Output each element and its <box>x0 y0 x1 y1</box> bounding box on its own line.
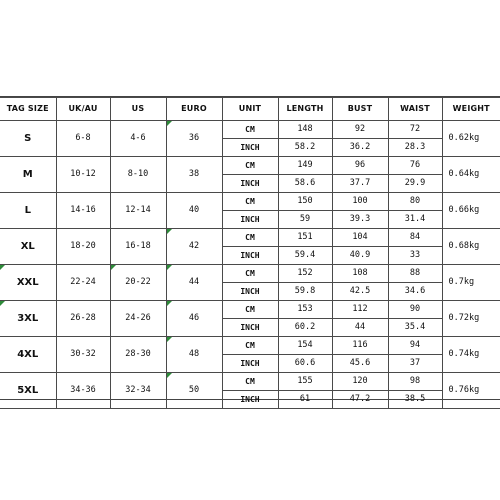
uk-au-cell: 26-28 <box>56 301 110 337</box>
weight-cell: 0.74kg <box>442 337 500 373</box>
us-cell: 20-22 <box>110 265 166 301</box>
euro-cell: 44 <box>166 265 222 301</box>
unit-inch-cell: INCH <box>222 175 278 193</box>
weight-cell: 0.68kg <box>442 229 500 265</box>
length-cm-cell: 154 <box>278 337 332 355</box>
length-inch-cell: 58.6 <box>278 175 332 193</box>
header-weight: WEIGHT <box>442 98 500 121</box>
bust-inch-cell: 42.5 <box>332 283 388 301</box>
tag-size-cell: M <box>0 157 56 193</box>
bust-cm-cell: 100 <box>332 193 388 211</box>
length-inch-cell: 59.8 <box>278 283 332 301</box>
waist-inch-cell: 35.4 <box>388 319 442 337</box>
us-cell: 8-10 <box>110 157 166 193</box>
waist-inch-cell: 33 <box>388 247 442 265</box>
tag-size-cell: 4XL <box>0 337 56 373</box>
uk-au-cell: 30-32 <box>56 337 110 373</box>
length-inch-cell: 58.2 <box>278 139 332 157</box>
us-cell: 16-18 <box>110 229 166 265</box>
corner-mark-decoration <box>167 265 172 270</box>
header-bust: BUST <box>332 98 388 121</box>
header-us: US <box>110 98 166 121</box>
waist-cm-cell: 72 <box>388 121 442 139</box>
unit-cm-cell: CM <box>222 121 278 139</box>
size-table-body <box>0 121 500 409</box>
header-row <box>0 98 500 121</box>
bust-inch-cell: 47.2 <box>332 391 388 409</box>
unit-inch-cell: INCH <box>222 391 278 409</box>
us-cell: 24-26 <box>110 301 166 337</box>
bust-cm-cell: 96 <box>332 157 388 175</box>
bust-cm-cell: 92 <box>332 121 388 139</box>
waist-inch-cell: 34.6 <box>388 283 442 301</box>
table-row-cm <box>0 121 500 139</box>
waist-inch-cell: 29.9 <box>388 175 442 193</box>
unit-inch-cell: INCH <box>222 283 278 301</box>
weight-cell: 0.72kg <box>442 301 500 337</box>
bust-cm-cell: 112 <box>332 301 388 319</box>
tag-size-cell: XL <box>0 229 56 265</box>
weight-cell: 0.66kg <box>442 193 500 229</box>
length-inch-cell: 60.2 <box>278 319 332 337</box>
corner-mark-decoration <box>111 265 116 270</box>
length-cm-cell: 152 <box>278 265 332 283</box>
unit-cm-cell: CM <box>222 265 278 283</box>
table-row-cm <box>0 265 500 283</box>
header-unit: UNIT <box>222 98 278 121</box>
corner-mark-decoration <box>0 265 5 270</box>
waist-inch-cell: 31.4 <box>388 211 442 229</box>
bust-inch-cell: 37.7 <box>332 175 388 193</box>
length-cm-cell: 150 <box>278 193 332 211</box>
tag-size-cell: L <box>0 193 56 229</box>
length-cm-cell: 151 <box>278 229 332 247</box>
length-cm-cell: 155 <box>278 373 332 391</box>
weight-cell: 0.76kg <box>442 373 500 409</box>
unit-inch-cell: INCH <box>222 211 278 229</box>
tag-size-cell: 5XL <box>0 373 56 409</box>
table-row-cm <box>0 301 500 319</box>
euro-cell: 42 <box>166 229 222 265</box>
bust-inch-cell: 39.3 <box>332 211 388 229</box>
tag-size-cell: 3XL <box>0 301 56 337</box>
weight-cell: 0.7kg <box>442 265 500 301</box>
length-cm-cell: 149 <box>278 157 332 175</box>
bust-cm-cell: 104 <box>332 229 388 247</box>
corner-mark-decoration <box>167 373 172 378</box>
corner-mark-decoration <box>167 121 172 126</box>
euro-cell: 48 <box>166 337 222 373</box>
unit-inch-cell: INCH <box>222 355 278 373</box>
length-cm-cell: 153 <box>278 301 332 319</box>
unit-inch-cell: INCH <box>222 247 278 265</box>
us-cell: 12-14 <box>110 193 166 229</box>
uk-au-cell: 34-36 <box>56 373 110 409</box>
bust-inch-cell: 44 <box>332 319 388 337</box>
table-row-cm <box>0 337 500 355</box>
waist-cm-cell: 76 <box>388 157 442 175</box>
euro-cell: 40 <box>166 193 222 229</box>
length-inch-cell: 59 <box>278 211 332 229</box>
unit-cm-cell: CM <box>222 229 278 247</box>
bust-cm-cell: 120 <box>332 373 388 391</box>
unit-cm-cell: CM <box>222 337 278 355</box>
euro-cell: 50 <box>166 373 222 409</box>
length-cm-cell: 148 <box>278 121 332 139</box>
header-uk-au: UK/AU <box>56 98 110 121</box>
size-chart <box>0 96 500 405</box>
waist-cm-cell: 80 <box>388 193 442 211</box>
waist-cm-cell: 84 <box>388 229 442 247</box>
waist-cm-cell: 94 <box>388 337 442 355</box>
euro-cell: 38 <box>166 157 222 193</box>
header-tag-size: TAG SIZE <box>0 98 56 121</box>
corner-mark-decoration <box>167 337 172 342</box>
length-inch-cell: 61 <box>278 391 332 409</box>
waist-cm-cell: 88 <box>388 265 442 283</box>
table-row-cm <box>0 373 500 391</box>
header-euro: EURO <box>166 98 222 121</box>
table-row-cm <box>0 229 500 247</box>
weight-cell: 0.64kg <box>442 157 500 193</box>
unit-inch-cell: INCH <box>222 139 278 157</box>
uk-au-cell: 6-8 <box>56 121 110 157</box>
uk-au-cell: 14-16 <box>56 193 110 229</box>
uk-au-cell: 18-20 <box>56 229 110 265</box>
bust-inch-cell: 45.6 <box>332 355 388 373</box>
header-waist: WAIST <box>388 98 442 121</box>
us-cell: 4-6 <box>110 121 166 157</box>
bust-inch-cell: 40.9 <box>332 247 388 265</box>
us-cell: 28-30 <box>110 337 166 373</box>
bust-inch-cell: 36.2 <box>332 139 388 157</box>
waist-inch-cell: 38.5 <box>388 391 442 409</box>
euro-cell: 36 <box>166 121 222 157</box>
corner-mark-decoration <box>167 301 172 306</box>
waist-cm-cell: 90 <box>388 301 442 319</box>
unit-cm-cell: CM <box>222 193 278 211</box>
corner-mark-decoration <box>0 301 5 306</box>
length-inch-cell: 60.6 <box>278 355 332 373</box>
uk-au-cell: 10-12 <box>56 157 110 193</box>
uk-au-cell: 22-24 <box>56 265 110 301</box>
waist-cm-cell: 98 <box>388 373 442 391</box>
us-cell: 32-34 <box>110 373 166 409</box>
weight-cell: 0.62kg <box>442 121 500 157</box>
waist-inch-cell: 37 <box>388 355 442 373</box>
unit-inch-cell: INCH <box>222 319 278 337</box>
unit-cm-cell: CM <box>222 301 278 319</box>
corner-mark-decoration <box>167 229 172 234</box>
bust-cm-cell: 116 <box>332 337 388 355</box>
tag-size-cell: S <box>0 121 56 157</box>
size-chart-table <box>0 97 500 409</box>
table-row-cm <box>0 157 500 175</box>
unit-cm-cell: CM <box>222 373 278 391</box>
header-length: LENGTH <box>278 98 332 121</box>
length-inch-cell: 59.4 <box>278 247 332 265</box>
unit-cm-cell: CM <box>222 157 278 175</box>
waist-inch-cell: 28.3 <box>388 139 442 157</box>
table-row-cm <box>0 193 500 211</box>
tag-size-cell: XXL <box>0 265 56 301</box>
bust-cm-cell: 108 <box>332 265 388 283</box>
euro-cell: 46 <box>166 301 222 337</box>
